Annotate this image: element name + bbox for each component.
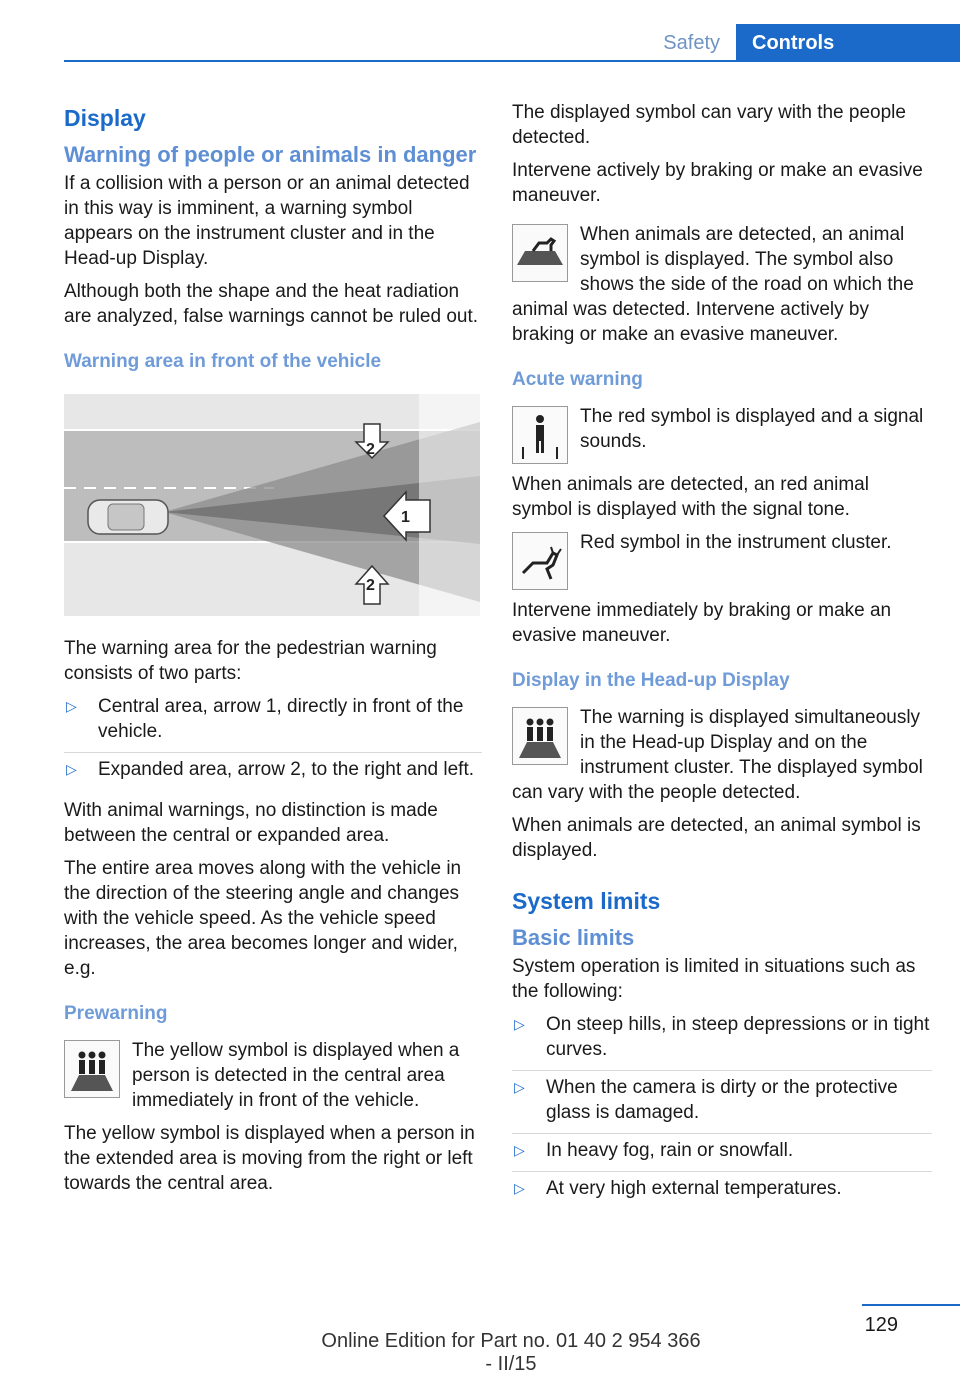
paragraph: Intervene actively by braking or make an evasive maneuver. [512,160,923,206]
paragraph: Intervene immediately by braking or make an evasive maneuver. [512,600,892,646]
heading-prewarning: Prewarning [64,1003,168,1024]
acute-warning-block [512,404,932,464]
paragraph: The yellow symbol is displayed when a person in the extended area is moving from the right or left towards the central area. [64,1123,475,1194]
figure-label-2-bottom: 2 [366,577,375,594]
heading-display: Display [64,105,146,131]
paragraph: The displayed symbol can vary with the people detected. [512,102,906,148]
header-rule [64,60,960,62]
bullet-triangle-icon: ▷ [514,1016,525,1032]
list-item-text: Central area, arrow 1, directly in front of the vehicle. [98,696,464,742]
paragraph: Although both the shape and the heat radiation are analyzed, false warnings cannot be ruled out. [64,281,479,327]
right-column [512,100,932,1217]
page-number: 129 [864,1314,898,1336]
pedestrian-icon [512,406,568,464]
deer-icon [512,532,568,590]
figure-label-1: 1 [401,509,410,526]
heading-warning: Warning of people or animals in danger [64,142,477,167]
prewarning-block [64,1038,482,1113]
paragraph: If a collision with a person or an animal detected in this way is imminent, a warning symbol appears on the instrument cluster and in the Head-up Display. [64,173,470,269]
bullet-triangle-icon: ▷ [514,1180,525,1196]
paragraph: System operation is limited in situations such as the following: [512,956,916,1002]
warning-area-figure [64,394,480,616]
paragraph: When animals are detected, an animal symbol is displayed. [512,815,921,861]
pedestrian-group-icon [64,1040,120,1098]
red-symbol-block [512,530,932,590]
warning-area-diagram [64,394,480,616]
paragraph: When animals are detected, an red animal symbol is displayed with the signal tone. [512,474,869,520]
heading-hud-display: Display in the Head-up Display [512,670,790,691]
footer-rule [862,1304,960,1306]
paragraph: The entire area moves along with the vehicle in the direction of the steering angle and changes with the vehicle speed. As the vehicle speed increases, the area becomes longer and wider, e.g. [64,858,462,979]
paragraph: The warning is displayed simultaneously in the Head-up Display and on the instrument cluster. The displayed symbol can vary with the people detected. [512,707,923,803]
list-item [512,1075,932,1134]
paragraph: The warning area for the pedestrian warning consists of two parts: [64,638,437,684]
bullet-triangle-icon: ▷ [66,761,77,777]
animal-road-icon [512,224,568,282]
list-item [64,694,482,753]
bullet-triangle-icon: ▷ [66,698,77,714]
paragraph: The yellow symbol is displayed when a person is detected in the central area immediately in front of the vehicle. [132,1040,460,1111]
figure-label-2-top: 2 [366,441,375,458]
heading-system-limits: System limits [512,888,661,914]
pedestrian-group-icon [512,707,568,765]
animal-symbol-block [512,222,932,347]
limits-list [512,1012,932,1209]
bullet-triangle-icon: ▷ [514,1142,525,1158]
hud-block [512,705,932,805]
paragraph: With animal warnings, no distinction is made between the central or expanded area. [64,800,438,846]
list-item [512,1176,932,1209]
paragraph: Red symbol in the instrument cluster. [580,532,892,553]
heading-warning-area: Warning area in front of the vehicle [64,351,382,372]
tab-safety: Safety [663,32,720,54]
paragraph: When animals are detected, an animal symbol is displayed. The symbol also shows the side of the road on which the animal was detected. Intervene actively by braking or make an evasive maneuver. [512,224,914,345]
list-item [512,1138,932,1172]
left-column [64,100,482,1204]
list-item [64,757,482,790]
paragraph: The red symbol is displayed and a signal sounds. [580,406,924,452]
bullet-triangle-icon: ▷ [514,1079,525,1095]
list-item-text: On steep hills, in steep depressions or in tight curves. [546,1014,930,1060]
list-item [512,1012,932,1071]
edition-line: Online Edition for Part no. 01 40 2 954 366 - II/15 [321,1330,701,1375]
list-item-text: In heavy fog, rain or snowfall. [546,1140,794,1161]
list-item-text: At very high external temperatures. [546,1178,842,1199]
list-item-text: Expanded area, arrow 2, to the right and left. [98,759,475,780]
list-item-text: When the camera is dirty or the protective glass is damaged. [546,1077,898,1123]
tab-controls: Controls [736,24,960,62]
heading-acute-warning: Acute warning [512,369,643,390]
warning-area-list [64,694,482,790]
heading-basic-limits: Basic limits [512,925,635,950]
